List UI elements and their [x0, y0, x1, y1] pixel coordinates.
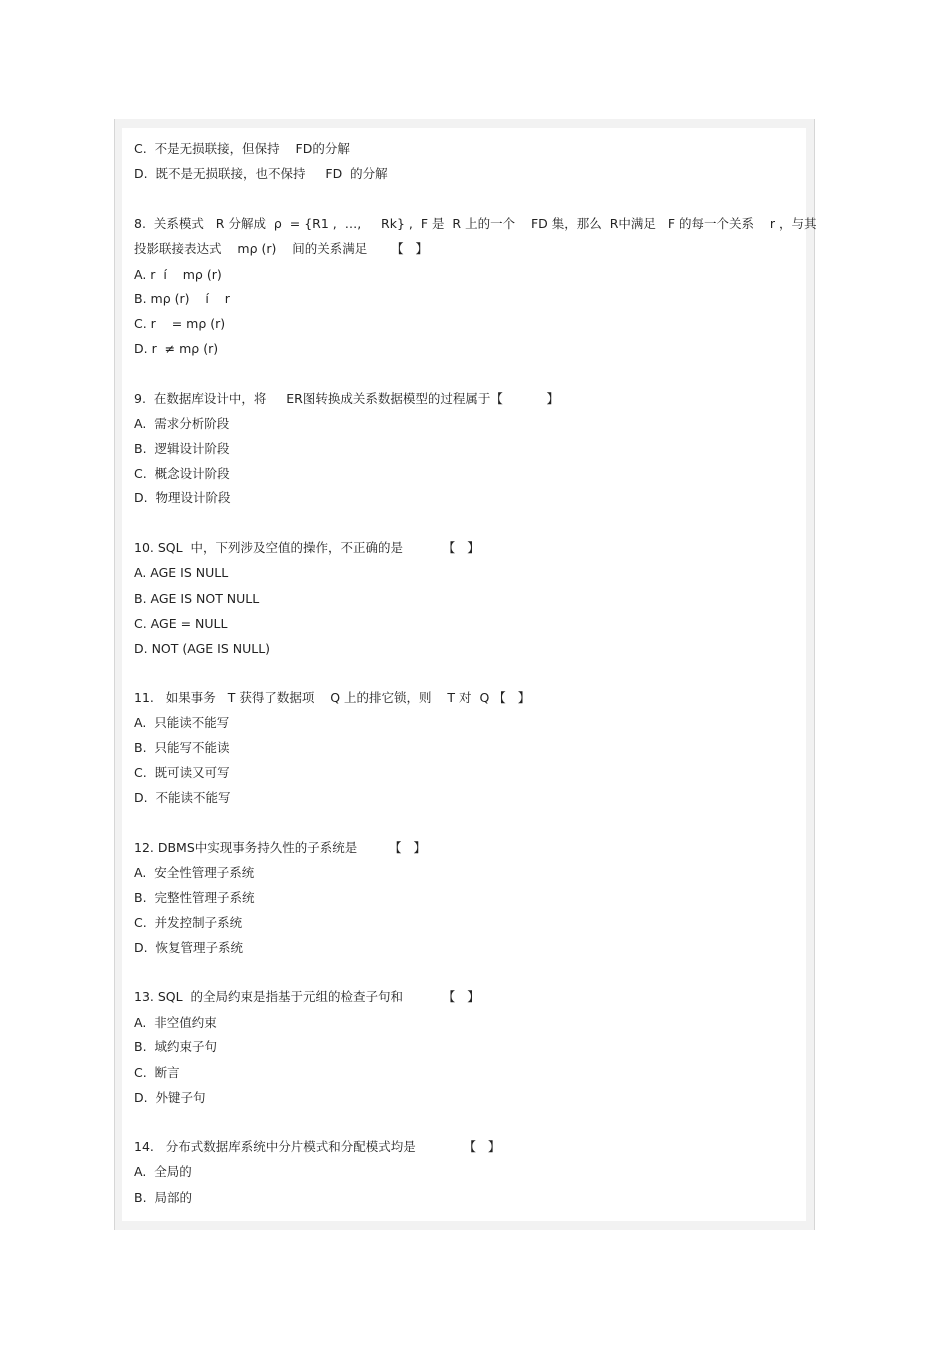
q12-stem: 12. DBMS中实现事务持久性的子系统是 【 】	[134, 840, 426, 855]
q8-option-c: C. r = mρ (r)	[134, 316, 226, 331]
q12-option-b: B. 完整性管理子系统	[134, 890, 255, 905]
q13-option-a: A. 非空值约束	[134, 1015, 217, 1030]
q12-option-a: A. 安全性管理子系统	[134, 865, 255, 880]
q14-stem: 14. 分布式数据库系统中分片模式和分配模式均是 【 】	[134, 1139, 501, 1154]
q13-option-b: B. 域约束子句	[134, 1039, 217, 1054]
q13-stem: 13. SQL 的全局约束是指基于元组的检查子句和 【 】	[134, 989, 480, 1004]
q10-option-c: C. AGE = NULL	[134, 616, 228, 631]
q7-option-c: C. 不是无损联接，但保持 FD的分解	[134, 141, 350, 156]
q12-option-c: C. 并发控制子系统	[134, 915, 243, 930]
q8-stem-line2: 投影联接表达式 mρ (r) 间的关系满足 【 】	[134, 241, 429, 256]
q11-option-b: B. 只能写不能读	[134, 740, 230, 755]
q9-option-b: B. 逻辑设计阶段	[134, 441, 230, 456]
q11-option-d: D. 不能读不能写	[134, 790, 231, 805]
q11-option-a: A. 只能读不能写	[134, 715, 230, 730]
q10-option-a: A. AGE IS NULL	[134, 565, 229, 580]
q8-option-d: D. r ≠ mρ (r)	[134, 341, 219, 356]
q14-option-b: B. 局部的	[134, 1190, 192, 1205]
q13-option-c: C. 断言	[134, 1065, 180, 1080]
q12-option-d: D. 恢复管理子系统	[134, 940, 244, 955]
q9-option-c: C. 概念设计阶段	[134, 466, 230, 481]
q9-stem: 9. 在数据库设计中，将 ER图转换成关系数据模型的过程属于【 】	[134, 391, 560, 406]
q10-option-b: B. AGE IS NOT NULL	[134, 591, 260, 606]
q9-option-a: A. 需求分析阶段	[134, 416, 230, 431]
q8-option-a: A. r í mρ (r)	[134, 267, 222, 282]
q10-option-d: D. NOT (AGE IS NULL)	[134, 641, 271, 656]
q10-stem: 10. SQL 中，下列涉及空值的操作，不正确的是 【 】	[134, 540, 480, 555]
q8-option-b: B. mρ (r) í r	[134, 291, 230, 306]
q11-stem: 11. 如果事务 T 获得了数据项 Q 上的排它锁，则 T 对 Q 【 】	[134, 690, 531, 705]
q13-option-d: D. 外键子句	[134, 1090, 206, 1105]
q7-option-d: D. 既不是无损联接，也不保持 FD 的分解	[134, 166, 388, 181]
q14-option-a: A. 全局的	[134, 1164, 192, 1179]
q11-option-c: C. 既可读又可写	[134, 765, 230, 780]
q8-stem-line1: 8. 关系模式 R 分解成 ρ = {R1 , …, Rk} , F 是 R 上的一个 FD 集，那么 R中满足 F 的每一个关系 r ，与其	[134, 216, 817, 231]
q9-option-d: D. 物理设计阶段	[134, 490, 231, 505]
